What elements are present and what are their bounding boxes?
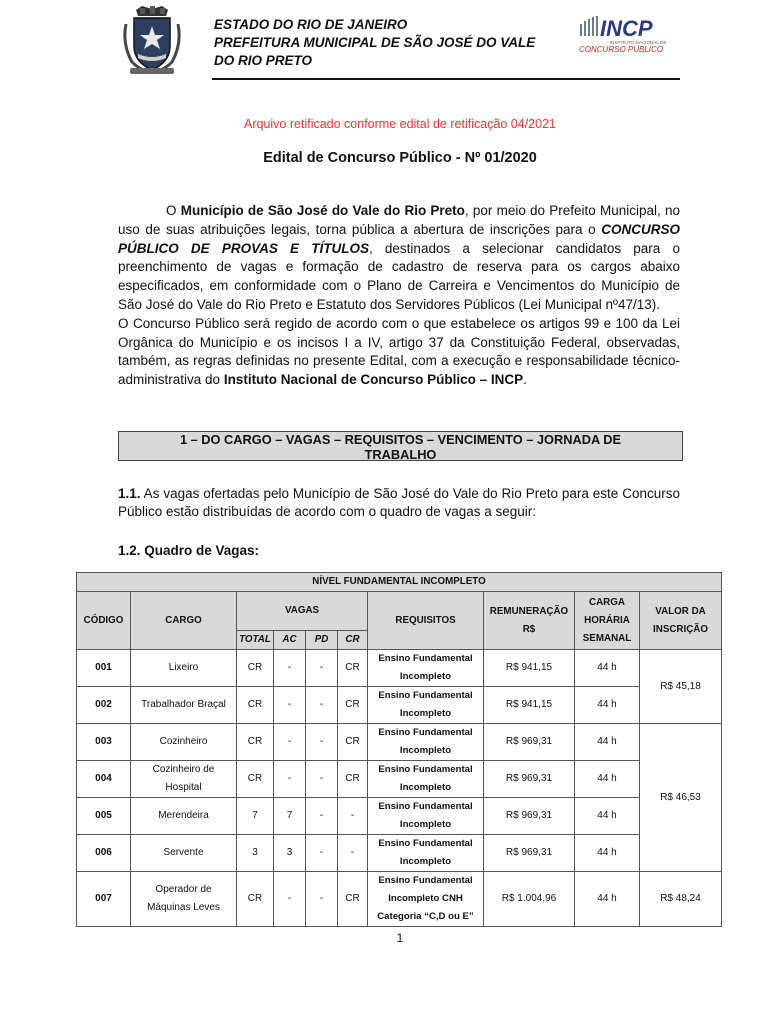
header-divider: [212, 78, 680, 80]
retification-note: Arquivo retificado conforme edital de retificação 04/2021: [244, 117, 556, 131]
header-line-state: ESTADO DO RIO DE JANEIRO: [214, 17, 408, 32]
municipal-crest-icon: [122, 4, 182, 76]
table-row: 001 Lixeiro CR - - CR Ensino Fundamental Incompleto R$ 941,15 44 h R$ 45,18: [77, 650, 722, 687]
intro-text: [118, 202, 680, 390]
intro-paragraph-1: O Município de São José do Vale do Rio Preto, por meio do Prefeito Municipal, no uso de suas atribuições legais, torna pública a abertura de inscrições para o CONCURSO PÚBLICO DE PROVAS E TÍTULOS, destinados a selecionar candidatos para o preenchimento de vagas e formação de cadastro de reserva para os cargos abaixo especificados, em conformidade com o Plano de Carreira e Vencimentos do Município de São José do Vale do Rio Preto e Estatuto dos Servidores Públicos (Lei Municipal nº47/13).: [118, 203, 680, 312]
incp-logo-sub1: INSTITUTO NACIONAL DE: [610, 40, 667, 45]
paragraph-1-1: 1.1. As vagas ofertadas pelo Município de São José do Vale do Rio Preto para este Concurso Público estão distribuídas de acordo com o quadro de vagas a seguir:: [118, 486, 680, 519]
col-total: TOTAL: [237, 631, 274, 650]
fee-group-c: R$ 48,24: [640, 872, 722, 927]
col-requisitos: REQUISITOS: [368, 592, 484, 650]
intro-paragraph-2: O Concurso Público será regido de acordo com o que estabelece os artigos 99 e 100 da Lei Orgânica do Município e os incisos I a IV, artigo 37 da Constituição Federal, observadas, também, as regras definidas no presente Edital, com a execução e responsabilidade técnico-administrativa do Instituto Nacional de Concurso Público – INCP.: [118, 315, 680, 388]
col-vagas: VAGAS: [237, 592, 368, 631]
header-line-prefecture: PREFEITURA MUNICIPAL DE SÃO JOSÉ DO VALE: [214, 35, 536, 50]
incp-logo-sub2: CONCURSO PÚBLICO: [579, 45, 664, 54]
col-codigo: CÓDIGO: [77, 592, 131, 650]
table-row: 006 Servente 3 3 - - Ensino Fundamental Incompleto R$ 969,31 44 h: [77, 835, 722, 872]
page-number: 1: [396, 931, 404, 945]
table-row: 003 Cozinheiro CR - - CR Ensino Fundamental Incompleto R$ 969,31 44 h R$ 46,53: [77, 724, 722, 761]
incp-logo-text: INCP: [600, 16, 653, 41]
table-row: 007 Operador de Máquinas Leves CR - - CR Ensino Fundamental Incompleto CNH Categoria “C,D ou E” R$ 1.004,96 44 h R$ 48,24: [77, 872, 722, 927]
table-row: 002 Trabalhador Braçal CR - - CR Ensino Fundamental Incompleto R$ 941,15 44 h: [77, 687, 722, 724]
institute-name: Instituto Nacional de Concurso Público – INCP: [223, 372, 524, 388]
table-row: 004 Cozinheiro de Hospital CR - - CR Ensino Fundamental Incompleto R$ 969,31 44 h: [77, 761, 722, 798]
header-line-city: DO RIO PRETO: [214, 53, 313, 68]
col-valor-inscricao: VALOR DA INSCRIÇÃO: [640, 592, 722, 650]
table-row: 005 Merendeira 7 7 - - Ensino Fundamental Incompleto R$ 969,31 44 h: [77, 798, 722, 835]
document-title: Edital de Concurso Público - Nº 01/2020: [263, 150, 537, 166]
table-header-row: [77, 592, 722, 631]
municipality-name: Município de São José do Vale do Rio Preto: [180, 203, 465, 218]
col-carga-horaria: CARGA HORÁRIA SEMANAL: [575, 592, 640, 650]
col-cargo: CARGO: [131, 592, 237, 650]
table-level: NÍVEL FUNDAMENTAL INCOMPLETO: [77, 573, 722, 592]
section-heading: 1 – DO CARGO – VAGAS – REQUISITOS – VENCIMENTO – JORNADA DE TRABALHO: [118, 431, 683, 461]
page-header: [0, 0, 770, 82]
col-remuneracao: REMUNERAÇÃO R$: [484, 592, 575, 650]
table-level-row: [77, 573, 722, 592]
contest-type: CONCURSO PÚBLICO DE PROVAS E TÍTULOS: [118, 221, 680, 256]
col-ac: AC: [274, 631, 306, 650]
paragraph-1-2-heading: 1.2. Quadro de Vagas:: [118, 543, 260, 558]
fee-group-b: R$ 46,53: [640, 724, 722, 872]
fee-group-a: R$ 45,18: [640, 650, 722, 724]
col-pd: PD: [306, 631, 338, 650]
vacancies-table: [76, 572, 722, 927]
incp-logo-icon: [574, 12, 674, 56]
col-cr: CR: [338, 631, 368, 650]
header-title: [214, 16, 564, 70]
